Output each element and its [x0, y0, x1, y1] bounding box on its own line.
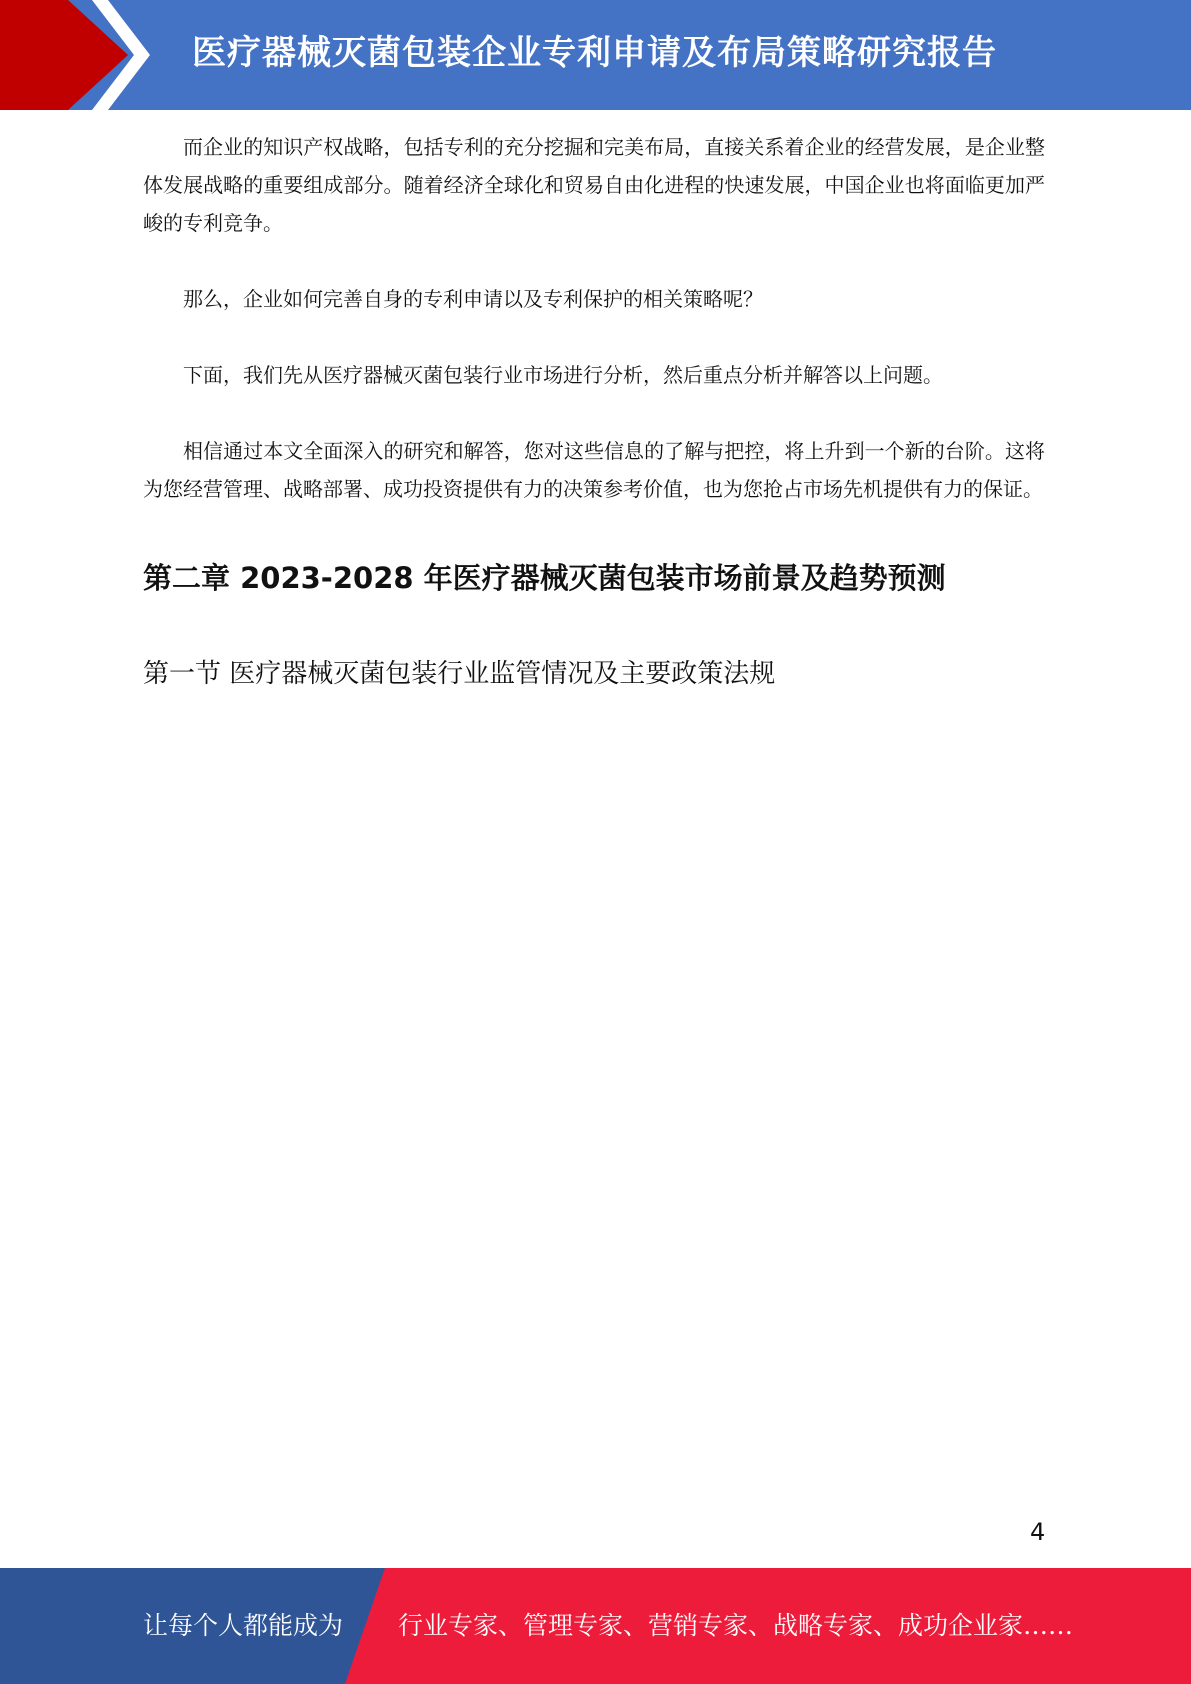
paragraph: 而企业的知识产权战略，包括专利的充分挖掘和完美布局，直接关系着企业的经营发展，是企业整体发展战略的重要组成部分。随着经济全球化和贸易自由化进程的快速发展，中国企业也将面临更加严峻的专利竞争。	[143, 135, 1045, 235]
footer-slogan-left: 让每个人都能成为	[143, 1611, 344, 1640]
section-heading: 第一节 医疗器械灭菌包装行业监管情况及主要政策法规	[143, 659, 776, 689]
paragraph: 那么，企业如何完善自身的专利申请以及专利保护的相关策略呢？	[183, 287, 763, 311]
page-content	[143, 128, 1045, 694]
header-banner	[0, 0, 1191, 110]
footer-banner	[0, 1568, 1191, 1684]
page-number: 4	[1030, 1518, 1046, 1546]
header-chevron-decoration	[0, 0, 160, 110]
paragraph: 下面，我们先从医疗器械灭菌包装行业市场进行分析，然后重点分析并解答以上问题。	[183, 363, 943, 387]
chapter-heading: 第二章 2023-2028 年医疗器械灭菌包装市场前景及趋势预测	[143, 561, 946, 595]
footer-slogan-right: 行业专家、管理专家、营销专家、战略专家、成功企业家……	[398, 1611, 1074, 1640]
report-title: 医疗器械灭菌包装企业专利申请及布局策略研究报告	[192, 33, 997, 73]
paragraph: 相信通过本文全面深入的研究和解答，您对这些信息的了解与把控，将上升到一个新的台阶。这将为您经营管理、战略部署、成功投资提供有力的决策参考价值，也为您抢占市场先机提供有力的保证。	[143, 439, 1045, 501]
